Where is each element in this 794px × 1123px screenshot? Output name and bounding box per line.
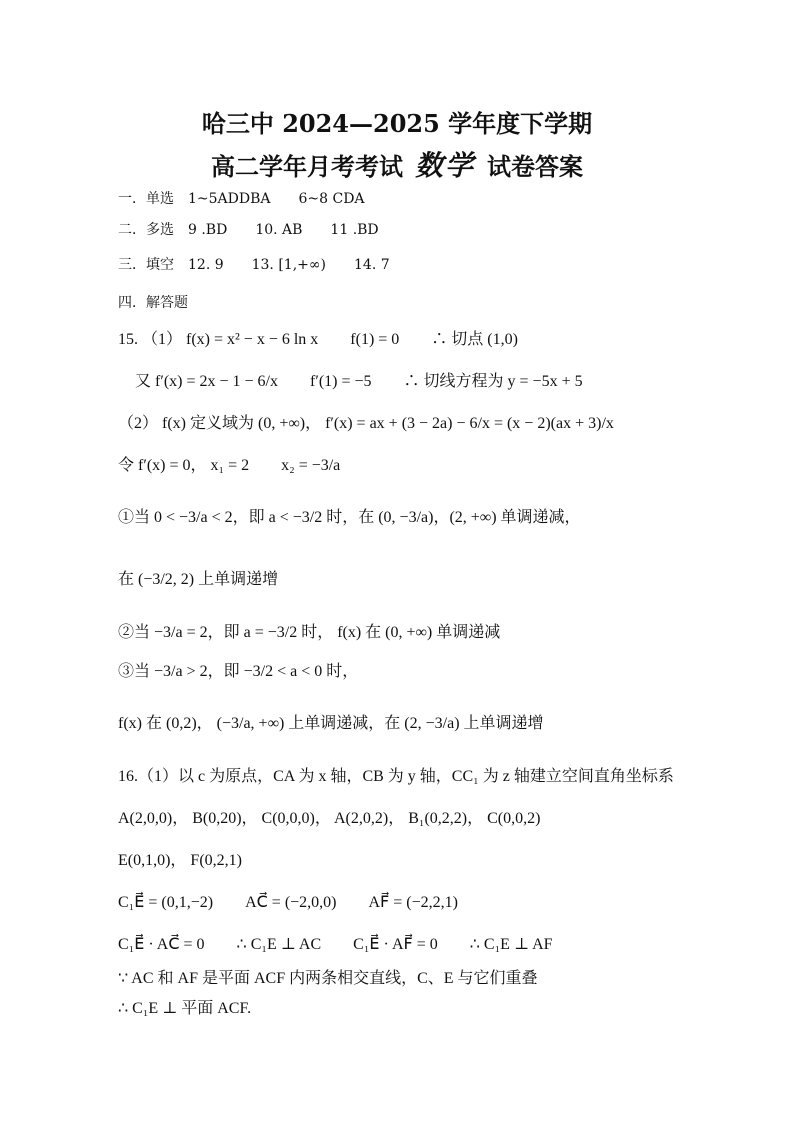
document-title: 哈三中 2024—2025 学年度下学期 xyxy=(201,109,593,138)
subtitle-prefix: 高二学年月考考试 xyxy=(210,152,403,181)
q15-line-4: 令 f′(x) = 0， x₁ = 2 x₂ = −3/a xyxy=(118,457,341,474)
q15-line-7: ②当 −3/a = 2，即 a = −3/2 时， f(x) 在 (0, +∞) 单调递减 xyxy=(118,624,501,641)
q15-line-9: f(x) 在 (0,2)， (−3/a, +∞) 上单调递减，在 (2, −3/a) 上单调递增 xyxy=(118,715,544,732)
answers-multiple-choice: 二．多选 9 .BD 10. AB 11 .BD xyxy=(118,222,379,238)
answers-fill-in: 三．填空 12. 9 13. [1,+∞) 14. 7 xyxy=(118,257,390,273)
q15-line-8: ③当 −3/a > 2，即 −3/2 < a < 0 时， xyxy=(118,663,359,680)
subtitle-suffix: 试卷答案 xyxy=(487,152,583,181)
q15-line-2: 又 f′(x) = 2x − 1 − 6/x f′(1) = −5 ∴ 切线方程为 y = −5x + 5 xyxy=(135,373,583,390)
q16-line-2: A(2,0,0)， B(0,20)， C(0,0,0)， A(2,0,2)， B₁(0,2,2)， C(0,0,2) xyxy=(118,810,541,827)
q16-line-4: C₁E⃗ = (0,1,−2) AC⃗ = (−2,0,0) AF⃗ = (−2,2,1) xyxy=(118,894,458,911)
q16-line-3: E(0,1,0)， F(0,2,1) xyxy=(118,852,242,869)
section-heading-solutions: 四．解答题 xyxy=(118,295,188,311)
q15-line-1: 15. （1） f(x) = x² − x − 6 ln x f(1) = 0 ∴ 切点 (1,0) xyxy=(118,331,518,348)
q15-line-3: （2） f(x) 定义域为 (0, +∞)， f′(x) = ax + (3 − 2a) − 6/x = (x − 2)(ax + 3)/x xyxy=(118,415,614,432)
q16-line-1: 16.（1）以 c 为原点，CA 为 x 轴，CB 为 y 轴，CC₁ 为 z 轴建立空间直角坐标系 xyxy=(118,768,674,785)
q16-line-6: ∵ AC 和 AF 是平面 ACF 内两条相交直线，C、E 与它们重叠 xyxy=(118,970,538,987)
subject-label: 数学 xyxy=(414,149,475,182)
document-subtitle xyxy=(0,144,794,184)
q15-line-5: ①当 0 < −3/a < 2，即 a < −3/2 时，在 (0, −3/a)，(2, +∞) 单调递减， xyxy=(118,509,581,526)
q15-line-6: 在 (−3/2, 2) 上单调递增 xyxy=(118,571,279,588)
answers-single-choice: 一．单选 1~5ADDBA 6~8 CDA xyxy=(118,191,365,207)
q16-line-5: C₁E⃗ · AC⃗ = 0 ∴ C₁E ⊥ AC C₁E⃗ · AF⃗ = 0 ∴ C₁E ⊥ AF xyxy=(118,936,553,953)
q16-line-7: ∴ C₁E ⊥ 平面 ACF. xyxy=(118,1000,252,1017)
